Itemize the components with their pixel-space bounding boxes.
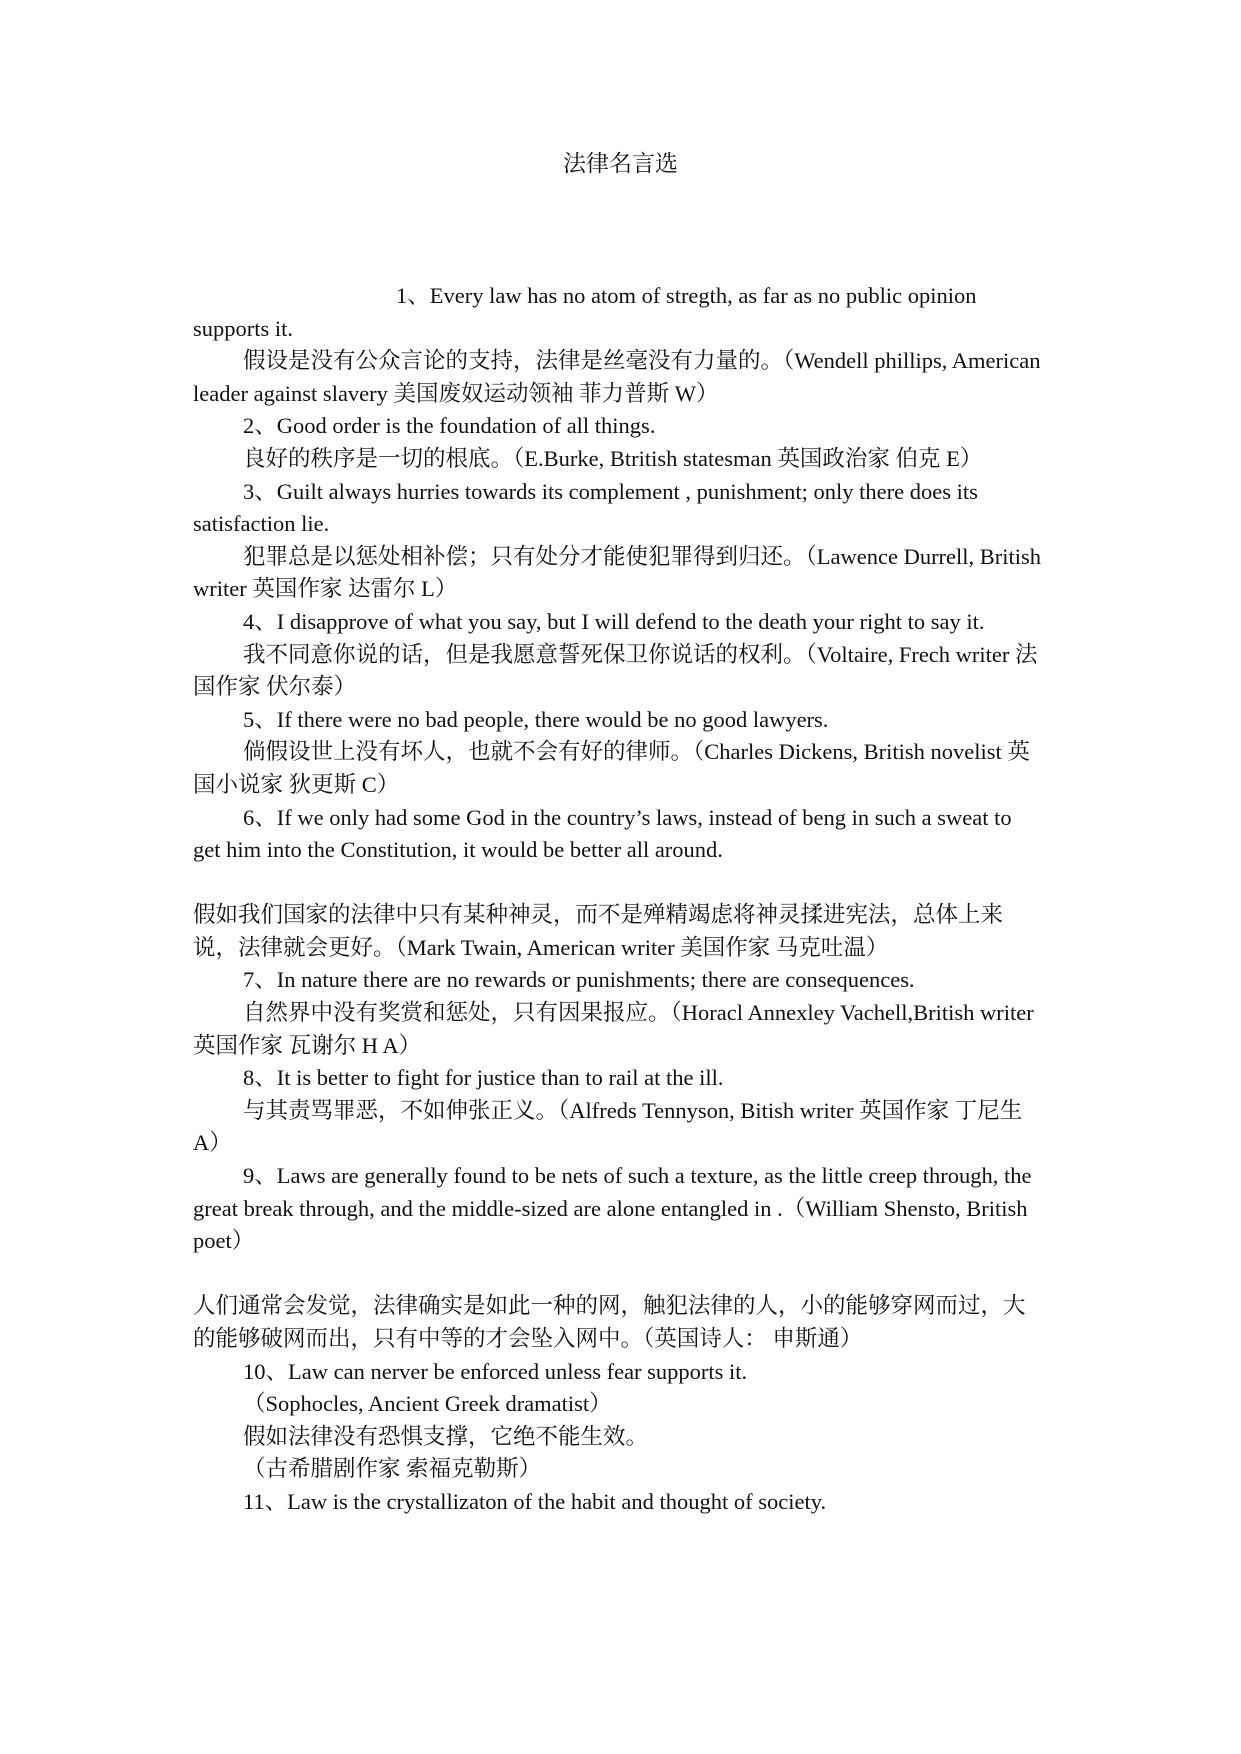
quote-6-chinese: 假如我们国家的法律中只有某种神灵，而不是殚精竭虑将神灵揉进宪法，总体上来说，法律就会更好。（Mark Twain, American writer 美国作家 马克吐温） [193, 902, 1004, 960]
quote-2-english: 2、Good order is the foundation of all things. [243, 413, 656, 439]
quote-10-source: （Sophocles, Ancient Greek dramatist） [243, 1391, 612, 1417]
quote-7-english: 7、In nature there are no rewards or punishments; there are consequences. [243, 967, 915, 993]
quote-9-english: 9、Laws are generally found to be nets of such a texture, as the little creep through, the great break through, and the middle-sized are alone entangled in .（William Shensto, British poet） [193, 1163, 1032, 1254]
quote-4-chinese: 我不同意你说的话，但是我愿意誓死保卫你说话的权利。（Voltaire, Frech writer 法国作家 伏尔泰） [193, 641, 1038, 700]
quote-11-english: 11、Law is the crystallizaton of the habit and thought of society. [243, 1488, 827, 1514]
quote-1-english: 1、Every law has no atom of stregth, as far as no public opinion supports it. [193, 283, 977, 341]
quote-5-chinese: 倘假设世上没有坏人，也就不会有好的律师。（Charles Dickens, British novelist 英国小说家 狄更斯 C） [193, 739, 1030, 797]
quote-10-english: 10、Law can nerver be enforced unless fear supports it. [243, 1358, 748, 1384]
quote-2-chinese: 良好的秩序是一切的根底。（E.Burke, Btritish statesman 英国政治家 伯克 E） [243, 445, 983, 471]
quote-6-english: 6、If we only had some God in the country’s laws, instead of beng in such a sweat to get him into the Constitution, it would be better all around. [193, 804, 1012, 863]
quote-10-chinese-source: （古希腊剧作家 索福克勒斯） [243, 1456, 542, 1482]
quote-10-chinese: 假如法律没有恐惧支撑，它绝不能生效。 [243, 1423, 649, 1449]
quote-3-chinese: 犯罪总是以惩处相补偿；只有处分才能使犯罪得到归还。（Lawence Durrell, British writer 英国作家 达雷尔 L） [193, 543, 1042, 602]
quote-7-chinese: 自然界中没有奖赏和惩处，只有因果报应。（Horacl Annexley Vachell,British writer 英国作家 瓦谢尔 H A） [193, 1000, 1034, 1058]
quote-5-english: 5、If there were no bad people, there would be no good lawyers. [243, 706, 829, 732]
page-title: 法律名言选 [563, 151, 678, 176]
quote-1-chinese: 假设是没有公众言论的支持，法律是丝毫没有力量的。（Wendell phillips, American leader against slavery 美国废奴运动领袖 菲力普斯 W） [193, 348, 1041, 406]
blank-line [193, 867, 1043, 900]
blank-line [193, 1258, 1043, 1291]
quote-list [193, 280, 1043, 1519]
quote-8-chinese: 与其责骂罪恶，不如伸张正义。（Alfreds Tennyson, Bitish writer 英国作家 丁尼生 A） [193, 1097, 1023, 1156]
quote-4-english: 4、I disapprove of what you say, but I will defend to the death your right to say it. [243, 608, 985, 634]
quote-8-english: 8、It is better to fight for justice than to rail at the ill. [243, 1065, 724, 1091]
quote-9-chinese: 人们通常会发觉，法律确实是如此一种的网，触犯法律的人，小的能够穿网而过，大的能够破网而出，只有中等的才会坠入网中。（英国诗人： 申斯通） [193, 1293, 1026, 1351]
quote-3-english: 3、Guilt always hurries towards its complement , punishment; only there does its satisfaction lie. [193, 478, 978, 537]
